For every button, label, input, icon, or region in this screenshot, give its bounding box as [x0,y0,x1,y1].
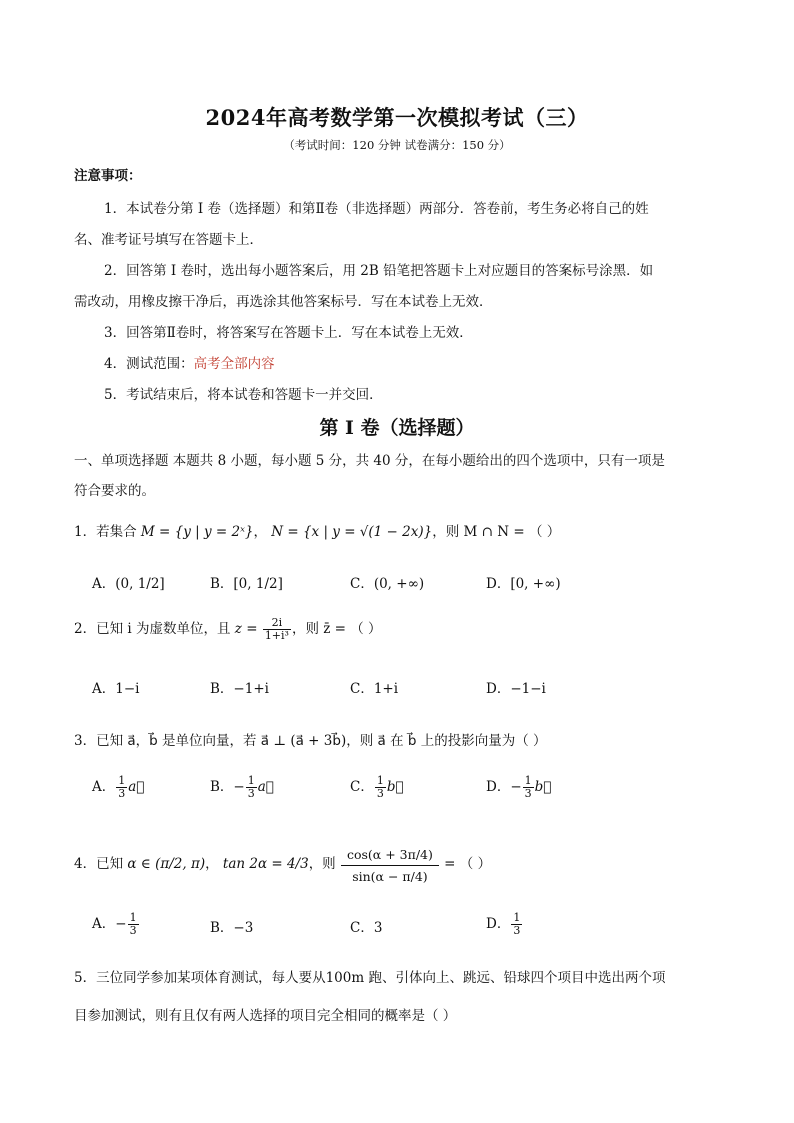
q1-option-a: A．(0, 1/2] [92,576,165,592]
section-intro-line-2: 符合要求的。 [74,483,155,499]
q2-suffix: ，则 z̄ = （ ） [291,621,382,637]
question-2-stem [74,617,382,642]
q3-c-num: 1 [376,774,384,788]
q1-option-c: C．(0, +∞) [350,576,425,592]
q2-fraction-denominator: 1+i³ [264,629,289,642]
q3-option-c [350,775,404,800]
q3-d-num: 1 [524,774,532,788]
q4-option-c: C．3 [350,920,383,936]
q2-expr-lhs: z = [234,621,258,637]
q3-option-a-fraction [116,775,127,799]
section-title: 第 I 卷（选择题） [319,417,475,439]
q2-prefix: 2．已知 i 为虚数单位，且 [74,621,231,637]
q1-suffix: ，则 M ∩ N = （ ） [432,524,561,540]
q4-mid: ，则 [308,856,336,873]
q4-condition-2: tan 2α = 4/3 [222,856,309,873]
q2-option-d: D．−1−i [486,681,546,697]
q4-prefix: 4．已知 [74,856,124,873]
q3-d-den: 3 [524,787,532,800]
q3-b-den: 3 [247,787,255,800]
q4-numerator: cos(α + 3π/4) [341,846,439,866]
q2-fraction-numerator: 2i [263,617,291,630]
q3-option-b [210,775,274,800]
q4-suffix: = （ ） [444,856,492,873]
test-range-highlight: 高考全部内容 [193,356,275,372]
q3-b-num: 1 [247,774,255,788]
q3-option-a [92,775,144,800]
q1-prefix: 1．若集合 [74,524,137,540]
q1-set-m: M = {y | y = 2ˣ} [140,524,254,540]
q3-option-c-label: C． [350,779,374,795]
q3-option-c-fraction [375,775,386,799]
q3-option-b-fraction [246,775,257,799]
q4-a-den: 3 [129,924,137,937]
question-1-stem: 1．若集合 M = {y | y = 2ˣ}， N = {x | y = √(1 − 2x)}，则 M ∩ N = （ ） [74,524,561,540]
q4-denominator: sin(α − π/4) [352,869,428,885]
q4-option-a-fraction [128,912,139,936]
q4-d-den: 3 [513,924,521,937]
notice-item-5: 5．考试结束后，将本试卷和答题卡一并交回． [104,387,383,403]
question-3-stem: 3．已知 a⃗，b⃗ 是单位向量，若 a⃗ ⊥ (a⃗ + 3b⃗)，则 a⃗ 在 b⃗ 上的投影向量为（ ） [74,733,547,749]
notice-item-3: 3．回答第Ⅱ卷时，将答案写在答题卡上．写在本试卷上无效． [104,325,473,341]
notice-item-4-prefix: 4．测试范围： [104,356,194,372]
notice-heading: 注意事项： [74,168,142,184]
q4-option-d-label: D． [486,916,511,932]
notice-item-2-line-1: 2．回答第 I 卷时，选出每小题答案后，用 2B 铅笔把答题卡上对应题目的答案标号涂黑．如 [104,263,654,279]
q3-a-num: 1 [118,774,126,788]
q3-option-a-vector: a⃗ [128,779,145,795]
notice-item-2-line-2: 需改动，用橡皮擦干净后，再选涂其他答案标号．写在本试卷上无效． [74,294,493,310]
q4-main-fraction [341,846,439,883]
q2-fraction [263,617,291,641]
q3-option-d-vector: b⃗ [534,779,552,795]
q4-option-d [486,912,523,937]
question-4-stem: 4．已知 α ∈ (π/2, π)， tan 2α = 4/3，则 $\frac{\cos(\alpha + 3\pi/4)}{\sin(\alpha - \pi/4)}$ = （ ） [74,847,492,885]
exam-title: 2024年高考数学第一次模拟考试（三） [205,105,589,130]
q1-option-b: B．[0, 1/2] [210,576,283,592]
q2-option-a: A．1−i [92,681,140,697]
q4-option-b: B．−3 [210,920,254,936]
q3-option-d-label: D．− [486,779,522,795]
q3-option-b-label: B．− [210,779,245,795]
notice-item-4 [104,352,275,372]
q2-option-c: C．1+i [350,681,399,697]
q3-option-a-label: A． [92,779,116,795]
question-5-line-2: 目参加测试，则有且仅有两人选择的项目完全相同的概率是（ ） [74,1008,457,1024]
q3-option-d [486,775,551,800]
q3-c-den: 3 [376,787,384,800]
q3-a-den: 3 [118,787,126,800]
q4-condition-1: α ∈ (π/2, π) [127,856,206,873]
q4-option-a-label: A．− [92,916,127,932]
q4-option-d-fraction [511,912,522,936]
q4-option-a [92,912,140,937]
q3-option-c-vector: b⃗ [386,779,404,795]
q4-d-num: 1 [513,911,521,925]
q3-option-d-fraction [523,775,534,799]
q1-set-n: N = {x | y = √(1 − 2x)} [271,524,433,540]
notice-item-1-line-1: 1．本试卷分第 I 卷（选择题）和第Ⅱ卷（非选择题）两部分．答卷前，考生务必将自己的姓 [104,201,649,217]
notice-item-1-line-2: 名、准考证号填写在答题卡上． [74,232,263,248]
section-intro-line-1: 一、单项选择题 本题共 8 小题，每小题 5 分，共 40 分，在每小题给出的四个选项中，只有一项是 [74,453,665,469]
question-5-line-1: 5．三位同学参加某项体育测试，每人要从100m 跑、引体向上、跳远、铅球四个项目中选出两个项 [74,970,666,986]
q3-option-b-vector: a⃗ [257,779,274,795]
q2-option-b: B．−1+i [210,681,269,697]
q1-option-d: D．[0, +∞) [486,576,561,592]
q4-a-num: 1 [129,911,137,925]
exam-subtitle: （考试时间：120 分钟 试卷满分：150 分） [283,138,511,152]
